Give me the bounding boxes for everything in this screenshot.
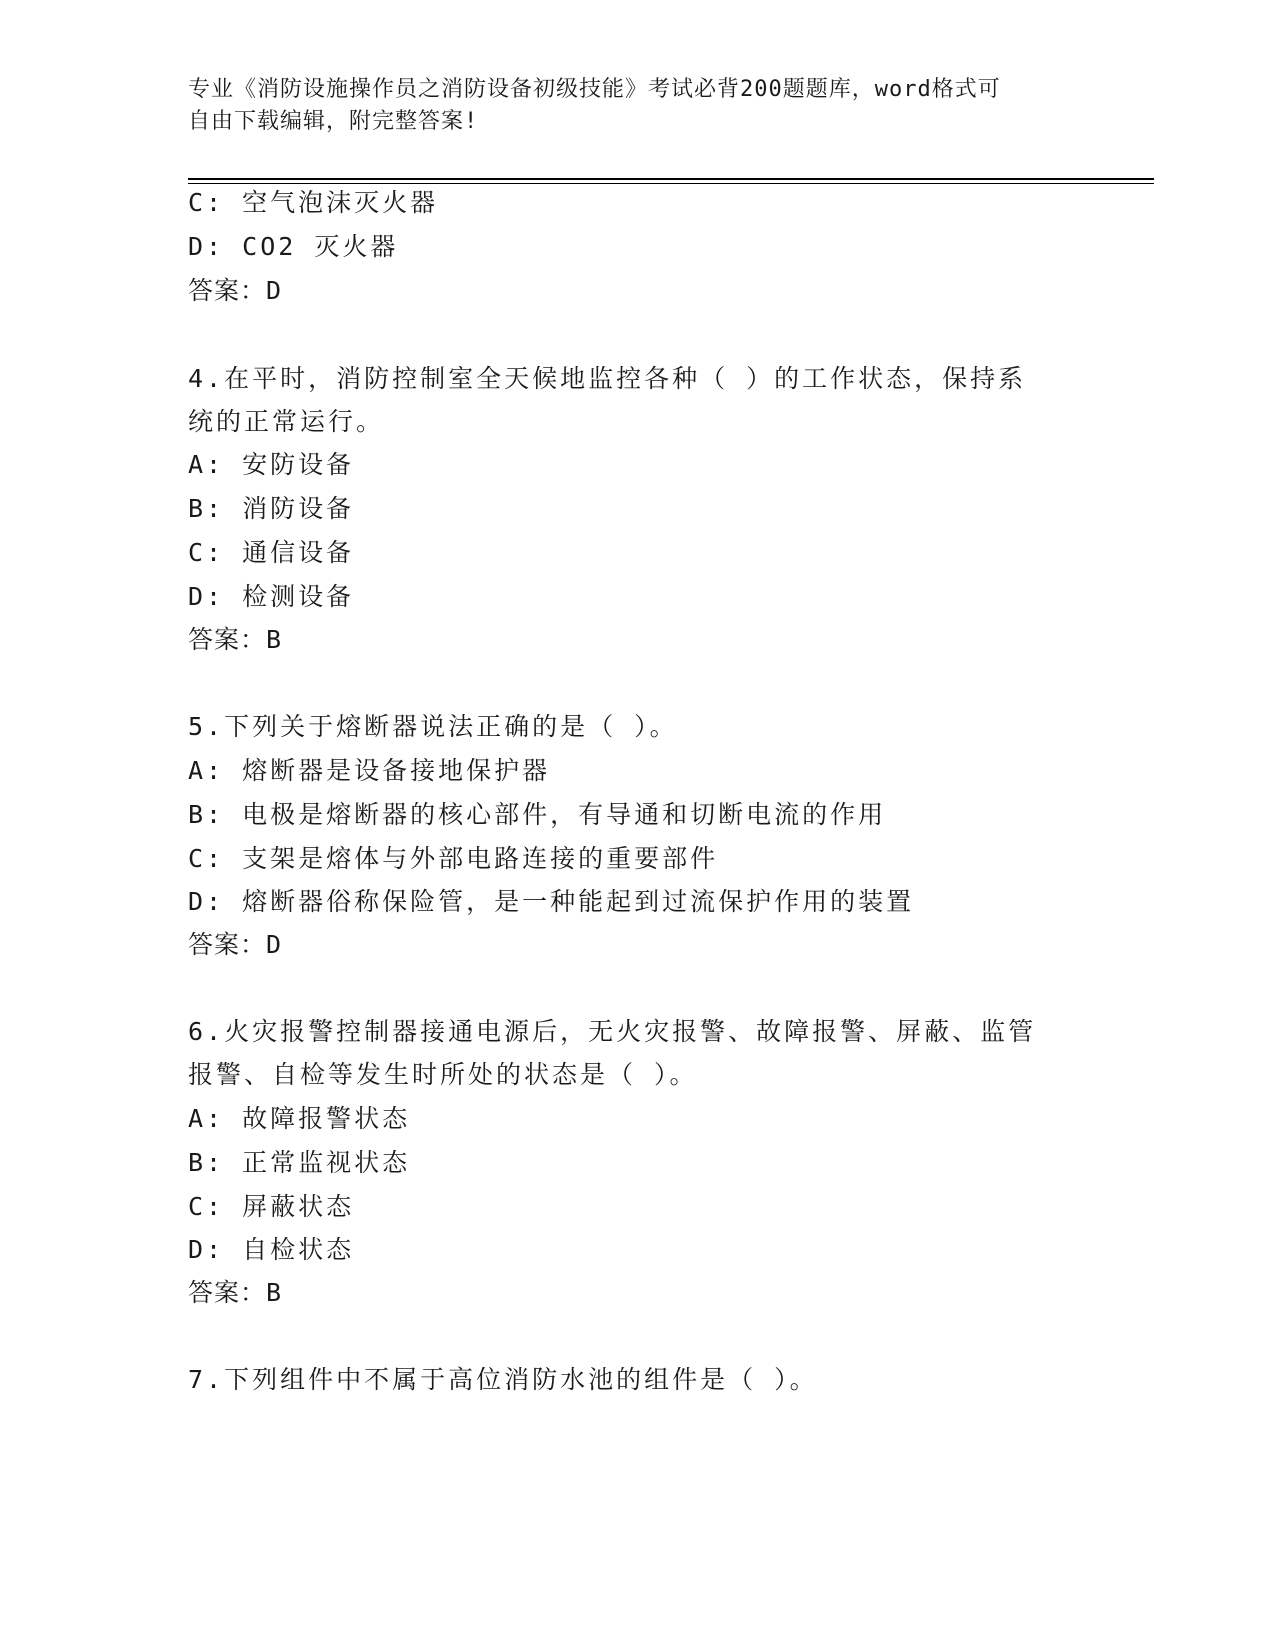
q5-option-c: C: 支架是熔体与外部电路连接的重要部件 [188,844,719,873]
q5-answer: 答案：D [188,930,283,959]
header-divider-thin [188,183,1154,184]
q4-option-d: D: 检测设备 [188,582,355,611]
q4-stem-line-2: 统的正常运行。 [188,407,385,436]
q5-option-d: D: 熔断器俗称保险管，是一种能起到过流保护作用的装置 [188,887,915,916]
q6-option-b: B: 正常监视状态 [188,1148,411,1177]
q5-option-b: B: 电极是熔断器的核心部件，有导通和切断电流的作用 [188,800,887,829]
q6-option-c: C: 屏蔽状态 [188,1192,355,1221]
prev-option-d: D: CO2 灭火器 [188,232,399,261]
header-line-1: 专业《消防设施操作员之消防设备初级技能》考试必背200题题库，word格式可 [188,77,1001,102]
q6-option-a: A: 故障报警状态 [188,1104,411,1133]
q4-stem-line-1: 4.在平时，消防控制室全天候地监控各种（ ）的工作状态，保持系 [188,364,1027,393]
q6-option-d: D: 自检状态 [188,1235,355,1264]
prev-answer: 答案：D [188,276,283,305]
q4-option-a: A: 安防设备 [188,450,355,479]
q4-answer: 答案：B [188,625,283,654]
q6-stem-line-2: 报警、自检等发生时所处的状态是（ ）。 [188,1060,698,1089]
q4-option-c: C: 通信设备 [188,538,355,567]
q5-option-a: A: 熔断器是设备接地保护器 [188,756,551,785]
header-divider-thick [188,178,1154,180]
q7-stem-line-1: 7.下列组件中不属于高位消防水池的组件是（ ）。 [188,1365,818,1394]
q6-stem-line-1: 6.火灾报警控制器接通电源后，无火灾报警、故障报警、屏蔽、监管 [188,1017,1037,1046]
q4-option-b: B: 消防设备 [188,494,355,523]
header-line-2: 自由下载编辑，附完整答案! [188,109,479,134]
q5-stem-line-1: 5.下列关于熔断器说法正确的是（ ）。 [188,712,678,741]
q6-answer: 答案：B [188,1278,283,1307]
document-header [188,74,1088,138]
prev-option-c: C: 空气泡沫灭火器 [188,188,439,217]
